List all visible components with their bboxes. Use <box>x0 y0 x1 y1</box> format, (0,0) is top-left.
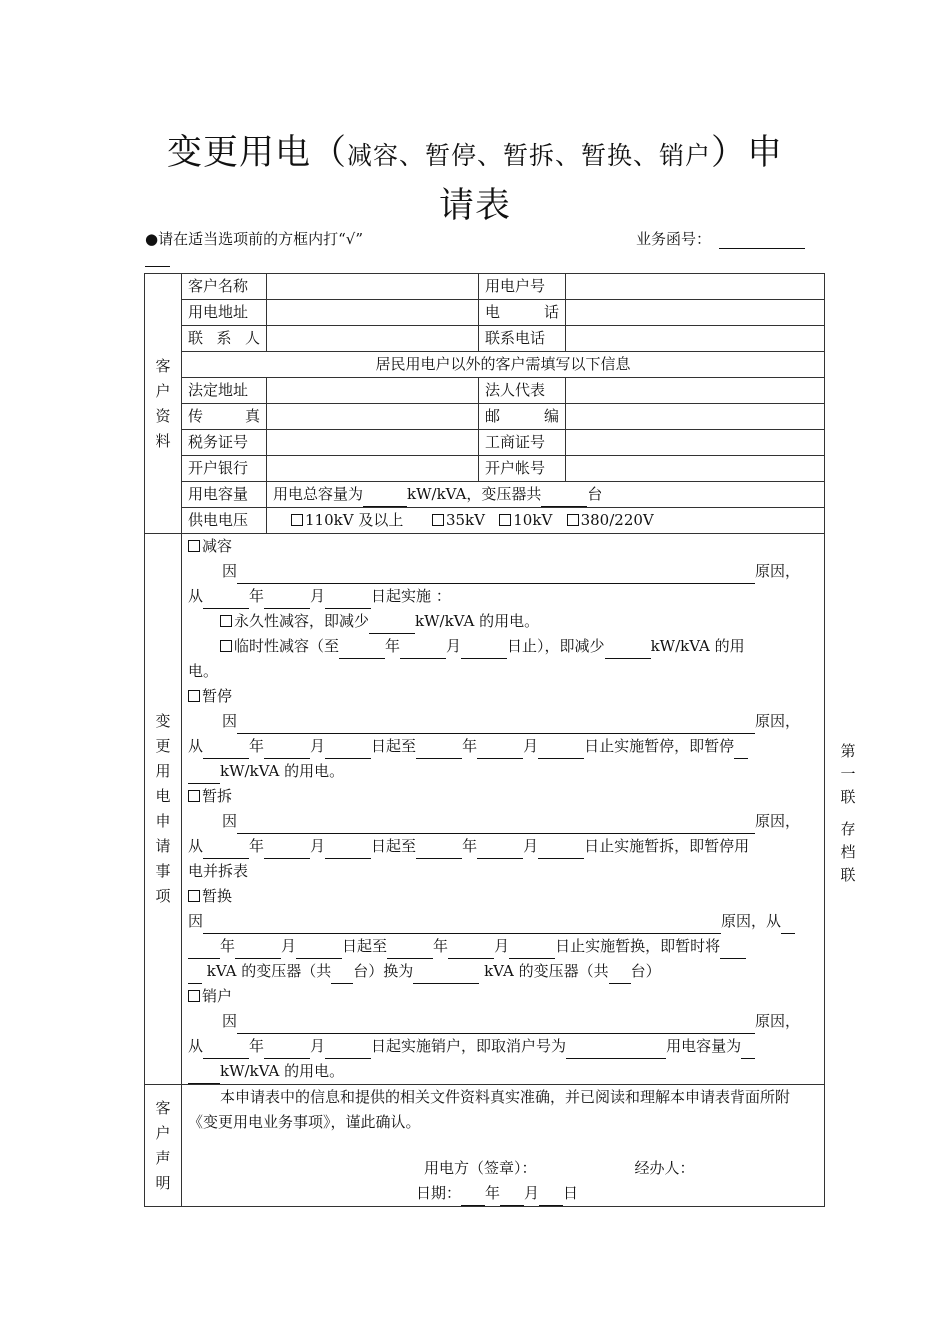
reduce-reason-field[interactable] <box>237 568 755 584</box>
reduce-option: 减容 <box>188 534 818 559</box>
voltage-options: 110kV 及以上 35kV 10kV 380/220V <box>267 508 825 534</box>
declaration-side-label: 客 户 声 明 <box>145 1085 182 1207</box>
cancel-option: 销户 <box>188 984 818 1009</box>
tax-id-label: 税务证号 <box>182 430 267 456</box>
handler-label: 经办人： <box>634 1159 695 1177</box>
legal-rep-label: 法人代表 <box>479 378 566 404</box>
total-capacity-field[interactable] <box>363 491 407 507</box>
declaration-text: 本申请表中的信息和提供的相关文件资料真实准确，并已阅读和理解本申请表背面所附《变更用电业务事项》，谨此确认。 <box>188 1088 791 1131</box>
business-reg-field[interactable] <box>566 430 825 456</box>
contact-phone-label: 联系电话 <box>479 326 566 352</box>
form-title: 变更用电（减容、暂停、暂拆、暂换、销户）申请表 <box>166 133 784 226</box>
voltage-10kv-checkbox[interactable] <box>499 514 511 526</box>
business-number-field[interactable] <box>719 234 805 249</box>
account-number-label: 用电户号 <box>479 274 566 300</box>
declaration-date: 日期： 年 月 日 <box>188 1181 818 1206</box>
legal-rep-field[interactable] <box>566 378 825 404</box>
bank-label: 开户银行 <box>182 456 267 482</box>
address-label: 用电地址 <box>182 300 267 326</box>
swap-checkbox[interactable] <box>188 890 200 902</box>
voltage-380v-checkbox[interactable] <box>567 514 579 526</box>
customer-name-field[interactable] <box>267 274 479 300</box>
business-reg-label: 工商证号 <box>479 430 566 456</box>
postcode-field[interactable] <box>566 404 825 430</box>
contact-label: 联 系 人 <box>182 326 267 352</box>
non-resident-notice: 居民用电户以外的客户需填写以下信息 <box>182 352 825 378</box>
capacity-label: 用电容量 <box>182 482 267 508</box>
voltage-110kv-checkbox[interactable] <box>291 514 303 526</box>
phone-label: 电 话 <box>479 300 566 326</box>
suspend-checkbox[interactable] <box>188 690 200 702</box>
customer-info-side-label: 客 户 资 料 <box>145 274 182 534</box>
temporary-reduce-checkbox[interactable] <box>220 640 232 652</box>
dismantle-option: 暂拆 <box>188 784 818 809</box>
application-items: 减容 因 原因， 从 年 月 日起实施 ： 永久性减容，即减少 kW/kVA 的用电。 临时性减容（至 年 月 日止），即减少 kW/kVA 的用 电。 暂停 因 原因， 从 年 月 日起至 年 月 日止实施暂停，即暂停 kW/kVA 的用电。 暂拆 因 原因， 从 年 月 日起至 年 月 日止实施暂拆，即暂停用 电并拆表 暂换 因 原因，从 年 月 日起至 年 月 日止实施暂换，即暂时将 kVA 的变压器（共 台）换为 kVA 的变压器（共 台） 销户 因 原因， 从 年 月 日起实施销户，即取消户号为 用电容量为 kW/kVA 的用电。 <box>182 534 825 1085</box>
postcode-label: 邮 编 <box>479 404 566 430</box>
bank-account-field[interactable] <box>566 456 825 482</box>
copy-stub-label: 第 一 联 存 档 联 <box>840 742 856 884</box>
contact-field[interactable] <box>267 326 479 352</box>
voltage-label: 供电电压 <box>182 508 267 534</box>
contact-phone-field[interactable] <box>566 326 825 352</box>
customer-declaration <box>182 1085 825 1207</box>
voltage-35kv-checkbox[interactable] <box>432 514 444 526</box>
fax-field[interactable] <box>267 404 479 430</box>
legal-address-label: 法定地址 <box>182 378 267 404</box>
divider <box>145 266 170 267</box>
instruction-text: ●请在适当选项前的方框内打“√” <box>145 230 363 248</box>
business-number: 业务函号： <box>636 228 805 249</box>
dismantle-checkbox[interactable] <box>188 790 200 802</box>
dismantle-reason-field[interactable] <box>237 818 755 834</box>
cancel-reason-field[interactable] <box>237 1018 755 1034</box>
reduce-checkbox[interactable] <box>188 540 200 552</box>
application-form-table <box>144 273 825 1207</box>
capacity-field: 用电总容量为 kW/kVA，变压器共 台 <box>267 482 825 508</box>
fax-label: 传 真 <box>182 404 267 430</box>
customer-name-label: 客户名称 <box>182 274 267 300</box>
phone-field[interactable] <box>566 300 825 326</box>
swap-reason-field[interactable] <box>203 918 721 934</box>
transformer-count-field[interactable] <box>541 491 587 507</box>
permanent-reduce-checkbox[interactable] <box>220 615 232 627</box>
bank-field[interactable] <box>267 456 479 482</box>
application-side-label: 变 更 用 电 申 请 事 项 <box>145 534 182 1085</box>
bank-account-label: 开户帐号 <box>479 456 566 482</box>
tax-id-field[interactable] <box>267 430 479 456</box>
signer-label: 用电方（签章）： <box>424 1159 537 1177</box>
cancel-checkbox[interactable] <box>188 990 200 1002</box>
suspend-reason-field[interactable] <box>237 718 755 734</box>
address-field[interactable] <box>267 300 479 326</box>
account-number-field[interactable] <box>566 274 825 300</box>
swap-option: 暂换 <box>188 884 818 909</box>
suspend-option: 暂停 <box>188 684 818 709</box>
legal-address-field[interactable] <box>267 378 479 404</box>
